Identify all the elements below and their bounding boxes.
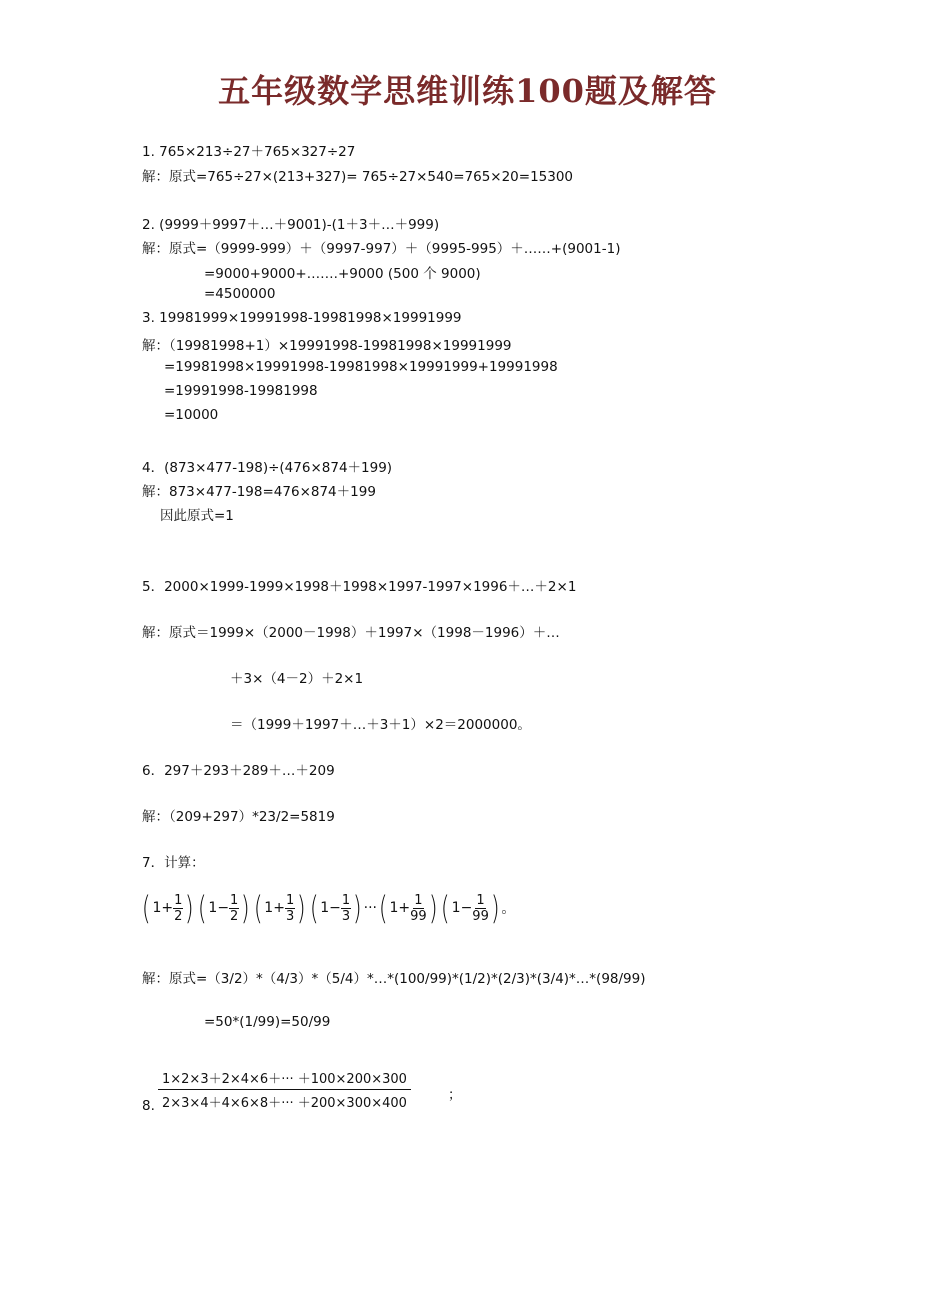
solution-4-line-1: 解：873×477-198=476×874＋199 xyxy=(142,484,376,500)
problem-4: 4．(873×477-198)÷(476×874＋199) xyxy=(142,460,393,476)
solution-5-line-2: ＋3×（4－2）＋2×1 xyxy=(230,671,364,687)
factor-2: ( 1− $\frac{1}{2}$ ) xyxy=(197,889,250,927)
problem-8-fraction xyxy=(158,1068,411,1111)
problem-2: 2. (9999＋9997＋…＋9001)-(1＋3＋…＋999) xyxy=(142,217,440,233)
solution-3-line-2: =19981998×19991998-19981998×19991999+19991998 xyxy=(164,359,558,375)
factor-1: ( 1+ $\frac{1}{2}$ ) xyxy=(141,889,195,927)
fraction-denominator: 2×3×4＋4×6×8＋··· ＋200×300×400 xyxy=(162,1096,407,1111)
solution-7-line-2: =50*(1/99)=50/99 xyxy=(204,1014,331,1030)
problem-8-end: ； xyxy=(448,1087,462,1103)
factor-6: ( 1− $\frac{1}{99}$ ) xyxy=(441,889,500,927)
fraction-numerator: 1×2×3＋2×4×6＋··· ＋100×200×300 xyxy=(158,1068,411,1090)
page-title: 五年级数学思维训练100题及解答 xyxy=(218,72,717,110)
problem-5: 5．2000×1999-1999×1998＋1998×1997-1997×1996＋…＋2×1 xyxy=(142,579,577,595)
solution-7-line-1: 解：原式=（3/2）*（4/3）*（5/4）*…*(100/99)*(1/2)*(2/3)*(3/4)*…*(98/99) xyxy=(142,971,646,987)
solution-3-line-4: =10000 xyxy=(164,407,219,423)
problem-8-number: 8. xyxy=(142,1098,155,1114)
solution-6: 解：（209+297）*23/2=5819 xyxy=(142,809,335,825)
factor-3: ( 1+ $\frac{1}{3}$ ) xyxy=(253,889,306,927)
solution-2-line-3: =4500000 xyxy=(204,286,276,302)
expression-end: 。 xyxy=(501,901,516,917)
solution-4-line-2: 因此原式=1 xyxy=(160,508,234,524)
solution-3-line-1: 解：（19981998+1）×19991998-19981998×19991999 xyxy=(142,338,512,354)
solution-2-line-2: =9000+9000+…….+9000 (500 个 9000) xyxy=(204,266,481,282)
factor-4: ( 1− $\frac{1}{3}$ ) xyxy=(309,889,362,927)
problem-7-expression xyxy=(140,889,516,927)
ellipsis: ··· xyxy=(363,900,377,916)
problem-6: 6．297＋293＋289＋…＋209 xyxy=(142,763,335,779)
problem-7: 7．计算： xyxy=(142,855,205,871)
solution-5-line-3: ＝（1999＋1997＋…＋3＋1）×2＝2000000。 xyxy=(230,717,531,733)
problem-3: 3. 19981999×19991998-19981998×19991999 xyxy=(142,310,462,326)
factor-5: ( 1+ $\frac{1}{99}$ ) xyxy=(378,889,438,927)
solution-5-line-1: 解：原式＝1999×（2000－1998）＋1997×（1998－1996）＋… xyxy=(142,625,560,641)
problem-1: 1. 765×213÷27＋765×327÷27 xyxy=(142,144,356,160)
solution-1: 解：原式=765÷27×(213+327)= 765÷27×540=765×20=15300 xyxy=(142,169,574,185)
solution-3-line-3: =19991998-19981998 xyxy=(164,383,318,399)
solution-2-line-1: 解：原式=（9999-999）＋（9997-997）＋（9995-995）＋……+(9001-1) xyxy=(142,241,621,257)
